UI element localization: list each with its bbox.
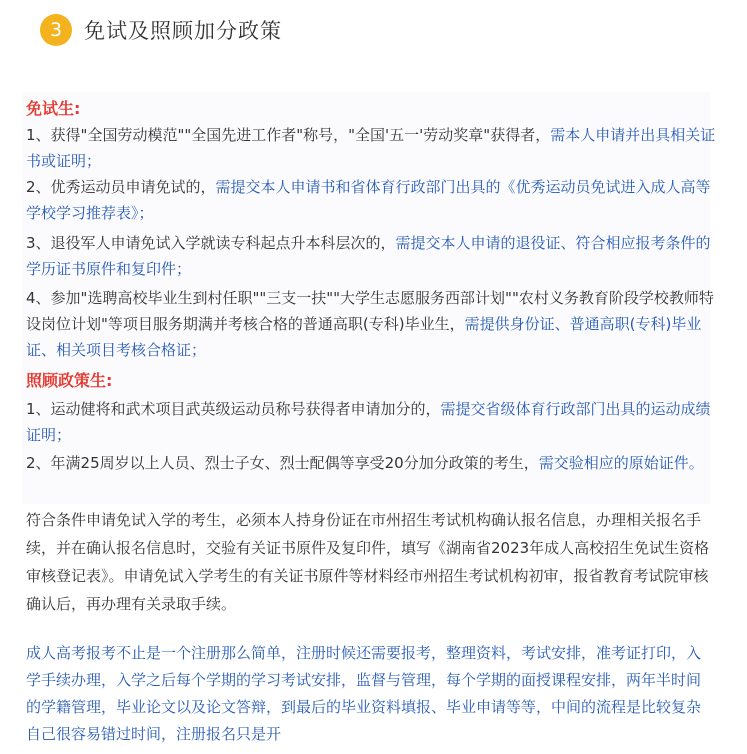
bonus-item-requirement: 需提交省级体育行政部门出具的运动成绩证明； [26,400,711,444]
procedure-paragraph: 符合条件申请免试入学的考生，必须本人持身份证在市州招生考试机构确认报名信息，办理相关报名手续，并在确认报名信息时，交验有关证书原件及复印件，填写《湖南省2023年成人高校招生免试生资格审核登记表》。申请免试入学考生的有关证书原件等材料经市州招生考试机构初审，报省教育考试院审核确认后，再办理有关录取手续。 [26,511,710,613]
bonus-heading: 照顾政策生: [26,371,113,390]
bonus-item-requirement: 需交验相应的原始证件。 [538,454,704,472]
exempt-item-4 [26,285,716,363]
section-number-badge: 3 [40,14,72,46]
exempt-item-text: 3、退役军人申请免试入学就读专科起点升本科层次的， [26,234,396,252]
section-header [40,10,282,50]
bonus-item-2 [26,450,716,476]
exempt-item-requirement: 需本人申请并出具相关证书或证明； [26,126,716,170]
bonus-item-text: 2、年满25周岁以上人员、烈士子女、烈士配偶等享受20分加分政策的考生， [26,454,539,472]
exempt-item-text: 4、参加"选聘高校毕业生到村任职""三支一扶""大学生志愿服务西部计划""农村义务教育阶段学校教师特设岗位计划"等项目服务期满并考核合格的普通高职(专科)毕业生， [26,289,714,333]
exempt-item-text: 1、获得"全国劳动模范""全国先进工作者"称号，"全国'五一'劳动奖章"获得者， [26,126,551,144]
registration-note: 成人高考报考不止是一个注册那么简单，注册时候还需要报考，整理资料，考试安排，准考证打印，入学手续办理，入学之后每个学期的学习考试安排，监督与管理，每个学期的面授课程安排，两年半时间的学籍管理，毕业论文以及论文答辩，到最后的毕业资料填报、毕业申请等等，中间的流程是比较复杂自己很容易错过时间，注册报名只是开 [26,644,702,743]
exempt-heading-block [26,96,716,122]
exempt-item-1 [26,122,716,174]
section-title: 免试及照顾加分政策 [84,19,282,43]
exempt-item-requirement: 需提交本人申请书和省体育行政部门出具的《优秀运动员免试进入成人高等学校学习推荐表》； [26,178,711,222]
exempt-item-requirement: 需提供身份证、普通高职(专科)毕业证、相关项目考核合格证； [26,315,702,359]
bonus-item-1 [26,396,716,448]
bonus-item-text: 1、运动健将和武术项目武英级运动员称号获得者申请加分的， [26,400,441,418]
bonus-heading-block [26,368,716,394]
exempt-item-3 [26,230,716,282]
exempt-heading: 免试生: [26,99,81,118]
exempt-item-text: 2、优秀运动员申请免试的， [26,178,216,196]
exempt-item-requirement: 需提交本人申请的退役证、符合相应报考条件的学历证书原件和复印件； [26,234,711,278]
exempt-item-2 [26,174,716,226]
